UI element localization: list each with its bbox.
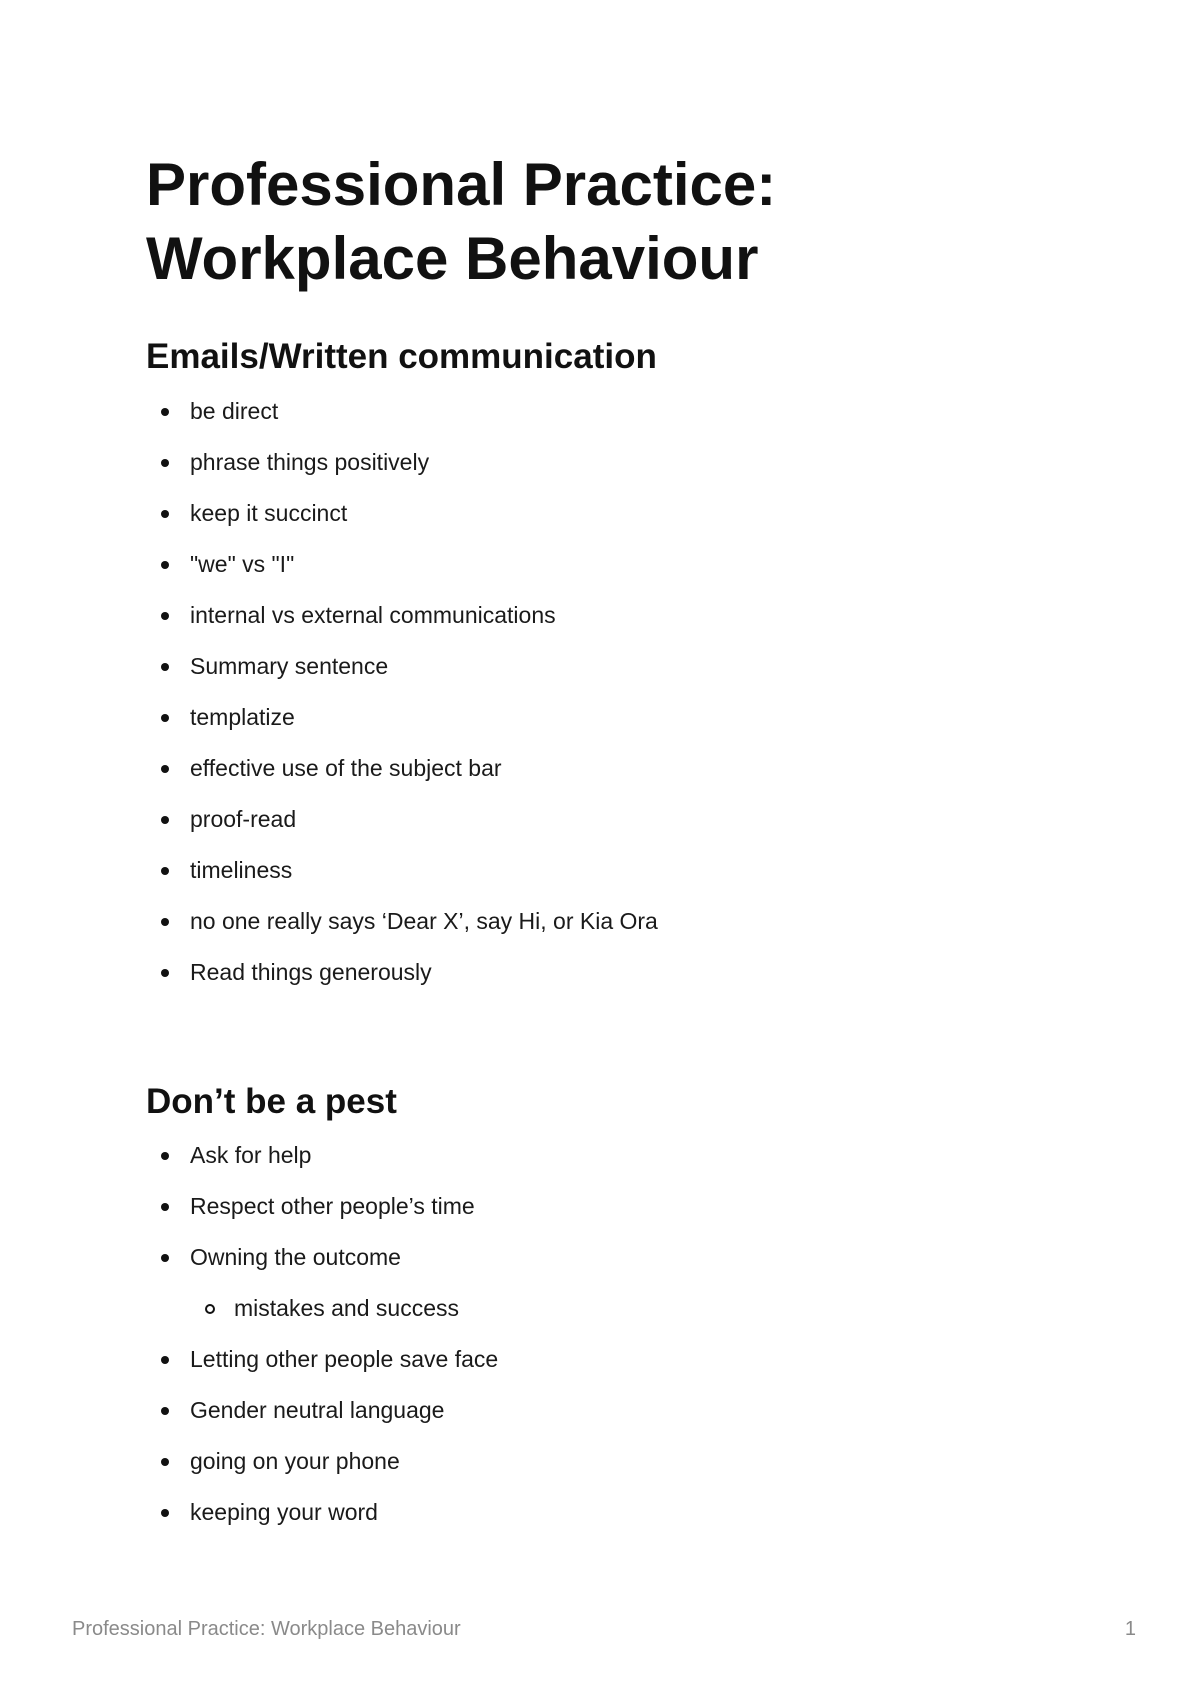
bullet-icon [161,459,169,467]
list-item-text: mistakes and success [234,1295,459,1321]
bullet-icon [161,1407,169,1415]
bullet-icon [161,1254,169,1262]
list-item-text: templatize [190,704,295,730]
list-item [146,845,658,896]
bullet-icon [161,1356,169,1364]
section-heading-emails: Emails/Written communication [146,337,657,376]
sub-list-item [146,1283,498,1334]
bullet-icon [161,1509,169,1517]
list-item-text: effective use of the subject bar [190,755,502,781]
bullet-icon [161,561,169,569]
list-item-text: "we" vs "I" [190,551,295,577]
list-item [146,1436,498,1487]
bullet-icon [161,816,169,824]
list-item [146,1487,498,1538]
list-item [146,1181,498,1232]
footer-title: Professional Practice: Workplace Behaviour [72,1618,461,1640]
bullet-icon [161,1152,169,1160]
list-item-text: proof-read [190,806,297,832]
list-item [146,1130,498,1181]
list-item-text: Letting other people save face [190,1346,499,1372]
list-item-text: going on your phone [190,1448,400,1474]
list-item-text: no one really says ‘Dear X’, say Hi, or Kia Ora [190,908,658,934]
list-item [146,386,658,437]
list-item-text: keeping your word [190,1499,378,1525]
list-item-text: Respect other people’s time [190,1193,475,1219]
bullet-icon [161,969,169,977]
list-item [146,437,658,488]
section-heading-dont-be-a-pest: Don’t be a pest [146,1082,397,1121]
list-item-text: Owning the outcome [190,1244,401,1270]
list-item [146,1232,498,1283]
list-item [146,488,658,539]
list-item [146,794,658,845]
bullet-icon [161,663,169,671]
list-item-text: timeliness [190,857,293,883]
list-item-text: phrase things positively [190,449,430,475]
page-title-line-2: Workplace Behaviour [146,225,759,292]
emails-bullet-list [146,386,658,998]
bullet-icon [161,867,169,875]
list-item [146,641,658,692]
bullet-icon [161,408,169,416]
list-item [146,1334,498,1385]
list-item [146,590,658,641]
list-item-text: internal vs external communications [190,602,556,628]
bullet-icon [161,612,169,620]
list-item-text: Gender neutral language [190,1397,445,1423]
page-title [146,148,1046,296]
bullet-icon [161,765,169,773]
list-item-text: be direct [190,398,279,424]
list-item [146,692,658,743]
list-item [146,947,658,998]
list-item-text: Summary sentence [190,653,389,679]
list-item [146,1385,498,1436]
page-title-line-1: Professional Practice: [146,151,777,218]
list-item [146,896,658,947]
list-item [146,539,658,590]
list-item-text: keep it succinct [190,500,348,526]
bullet-icon [161,510,169,518]
bullet-icon [161,1458,169,1466]
list-item-text: Read things generously [190,959,432,985]
bullet-icon [161,714,169,722]
hollow-bullet-icon [205,1304,215,1314]
list-item [146,743,658,794]
page-number: 1 [1124,1618,1136,1640]
bullet-icon [161,1203,169,1211]
bullet-icon [161,918,169,926]
pest-bullet-list [146,1130,498,1538]
list-item-text: Ask for help [190,1142,312,1168]
